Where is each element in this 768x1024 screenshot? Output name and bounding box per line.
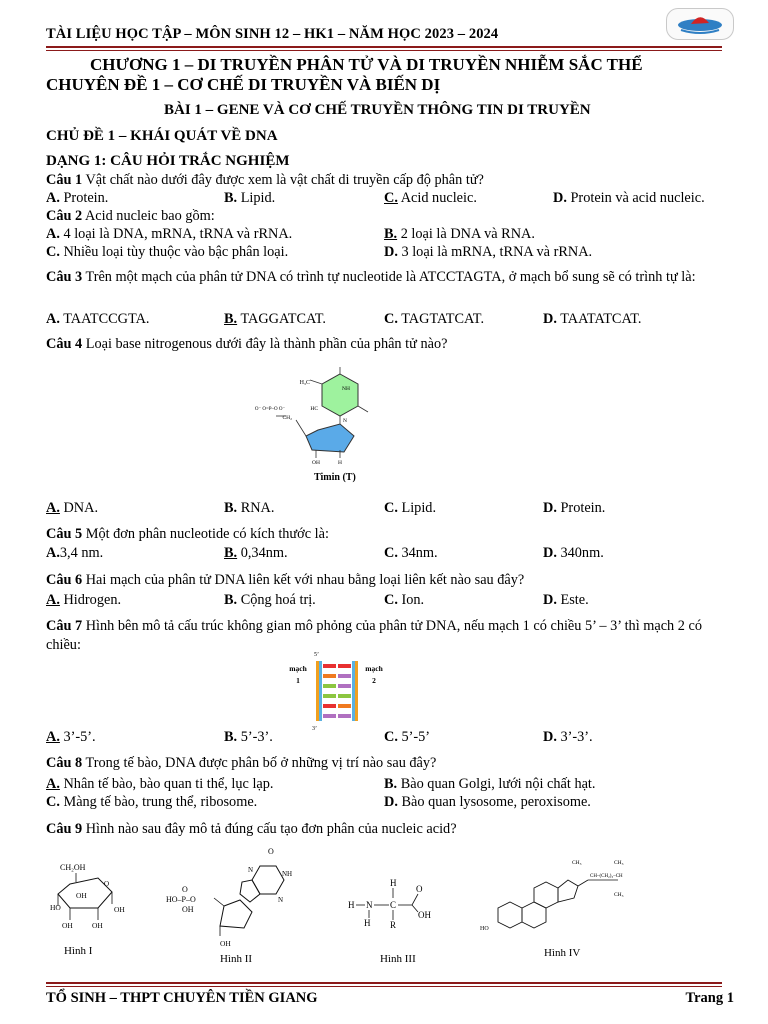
header-title: TÀI LIỆU HỌC TẬP – MÔN SINH 12 – HK1 – NĂM HỌC 2023 – 2024 (46, 26, 499, 42)
label-oh-1: OH (76, 891, 87, 900)
base-pair (323, 674, 336, 678)
label-p: O⁻ O=P–O O⁻ (254, 407, 286, 412)
page-number: Trang 1 (685, 990, 734, 1006)
q8-option-b[interactable]: B. Bào quan Golgi, lưới nội chất hạt. (384, 776, 596, 792)
strand-2-blue (352, 661, 355, 721)
q7-option-d[interactable]: D. 3’-3’. (543, 729, 593, 745)
q7-option-c[interactable]: C. 5’-5’ (384, 729, 431, 745)
q4-option-d[interactable]: D. Protein. (543, 500, 606, 516)
label-o-top: O (268, 847, 274, 856)
caption-figure-1: Hình I (64, 945, 93, 957)
label-ch2oh: CH₂OH (60, 863, 86, 872)
q3-option-a[interactable]: A. TAATCCGTA. (46, 311, 150, 327)
thymine-caption: Timin (T) (314, 472, 356, 483)
label-ho: HO (480, 926, 489, 932)
logo-icon (667, 9, 733, 39)
q1-option-a[interactable]: A. Protein. (46, 190, 109, 206)
label-n-2: N (278, 896, 284, 904)
base-pair (323, 684, 336, 688)
base-pair (323, 664, 336, 668)
base-pair (338, 694, 351, 698)
purine-ring-5 (240, 880, 260, 902)
strand-2-orange (355, 661, 358, 721)
q3-option-d[interactable]: D. TAATATCAT. (543, 311, 642, 327)
pyrimidine-ring (322, 374, 358, 416)
q3-option-b[interactable]: B. TAGGATCAT. (224, 311, 326, 327)
base-pair (338, 674, 351, 678)
label-oh-sugar: OH (220, 939, 231, 948)
label-nh: NH (282, 870, 293, 878)
label-phosphate: HO–P–O (166, 895, 196, 904)
label-oh-3: OH (62, 921, 73, 930)
topic-title: CHUYÊN ĐỀ 1 – CƠ CHẾ DI TRUYỀN VÀ BIẾN DỊ (46, 75, 441, 94)
q6-option-d[interactable]: D. Este. (543, 592, 589, 608)
question-1: Câu 1 Vật chất nào dưới đây được xem là vật chất di truyền cấp độ phân tử? (46, 172, 484, 188)
label-hc: HC (310, 406, 318, 412)
q3-option-c[interactable]: C. TAGTATCAT. (384, 311, 485, 327)
q4-option-c[interactable]: C. Lipid. (384, 500, 437, 516)
dna-bottom-label: 3’ (312, 726, 317, 732)
thymine-figure (254, 364, 402, 492)
strand-2-label: mạch (365, 664, 383, 673)
steroid-ring-a (498, 902, 522, 928)
figure-3-amino-acid (346, 872, 446, 966)
label-h: H (338, 460, 342, 466)
q1-option-d[interactable]: D. Protein và acid nucleic. (553, 190, 705, 206)
strand-1-orange (316, 661, 319, 721)
q1-option-b[interactable]: B. Lipid. (224, 190, 276, 206)
deoxyribose-ring (306, 424, 354, 452)
q6-option-c[interactable]: C. Ion. (384, 592, 425, 608)
q7-option-a[interactable]: A. 3’-5’. (46, 729, 96, 745)
label-ch3-2: CH₃ (614, 860, 624, 866)
lesson-title: BÀI 1 – GENE VÀ CƠ CHẾ TRUYỀN THÔNG TIN DI TRUYỀN (164, 102, 591, 118)
label-h-top: H (390, 878, 397, 888)
q8-option-a[interactable]: A. Nhân tế bào, bào quan ti thể, lục lạp. (46, 776, 274, 792)
question-6: Câu 6 Hai mạch của phân tử DNA liên kết với nhau bằng loại liên kết nào sau đây? (46, 572, 525, 588)
strand-2-number: 2 (372, 676, 376, 685)
label-ch3-1: CH₃ (572, 860, 582, 866)
label-h3c: H₃C (299, 380, 310, 386)
q4-option-a[interactable]: A. DNA. (46, 500, 99, 516)
label-oh-4: OH (92, 921, 103, 930)
strand-1-blue (319, 661, 322, 721)
q1-option-c[interactable]: C. Acid nucleic. (384, 190, 477, 206)
school-logo (666, 8, 734, 40)
footer-rule-thin (46, 986, 722, 987)
q6-option-b[interactable]: B. Cộng hoá trị. (224, 592, 316, 608)
label-ch2: CH₂ (282, 415, 292, 421)
label-h-left: H (348, 900, 355, 910)
label-phosphate-o: O (182, 885, 188, 894)
caption-figure-2: Hình II (220, 953, 253, 965)
base-pair (338, 704, 351, 708)
question-5: Câu 5 Một đơn phân nucleotide có kích thước là: (46, 526, 329, 542)
question-9: Câu 9 Hình nào sau đây mô tả đúng cấu tạo đơn phân của nucleic acid? (46, 821, 457, 837)
figure-2-nucleotide (164, 840, 304, 965)
label-n-1: N (248, 866, 254, 874)
base-pair (338, 714, 351, 718)
label-h-bottom: H (364, 918, 371, 928)
label-o: O (104, 880, 110, 888)
q5-option-a[interactable]: A.3,4 nm. (46, 545, 104, 561)
label-oh: OH (312, 460, 320, 466)
base-pair (338, 684, 351, 688)
figure-1-glucose (46, 848, 136, 963)
base-pair (323, 714, 336, 718)
question-7: Câu 7 Hình bên mô tả cấu trúc không gian mô phỏng của phân tử DNA, nếu mạch 1 có chiều 5’ – 3’ thì mạch 2 có chiều: (46, 618, 702, 653)
q5-option-c[interactable]: C. 34nm. (384, 545, 438, 561)
footer-school: TỔ SINH – THPT CHUYÊN TIỀN GIANG (46, 990, 318, 1006)
section-title: DẠNG 1: CÂU HỎI TRẮC NGHIỆM (46, 153, 290, 169)
label-nh: NH (342, 386, 350, 392)
q2-option-c[interactable]: C. Nhiều loại tùy thuộc vào bậc phân loại. (46, 244, 289, 260)
chapter-title: CHƯƠNG 1 – DI TRUYỀN PHÂN TỬ VÀ DI TRUYỀN NHIỄM SẮC THỂ (90, 55, 643, 74)
q8-option-c[interactable]: C. Màng tế bào, trung thể, ribosome. (46, 794, 258, 810)
q8-option-d[interactable]: D. Bào quan lysosome, peroxisome. (384, 794, 591, 810)
header-rule-thin (46, 50, 722, 51)
label-phosphate-oh: OH (182, 905, 194, 914)
steroid-ring-d (558, 880, 578, 902)
q2-option-a[interactable]: A. 4 loại là DNA, mRNA, tRNA và rRNA. (46, 226, 293, 242)
caption-figure-4: Hình IV (544, 947, 581, 959)
label-n: N (343, 418, 347, 424)
base-pair (338, 664, 351, 668)
question-2: Câu 2 Acid nucleic bao gồm: (46, 208, 215, 224)
base-pair (323, 704, 336, 708)
q2-option-d[interactable]: D. 3 loại là mRNA, tRNA và rRNA. (384, 244, 593, 260)
q4-option-b[interactable]: B. RNA. (224, 500, 275, 516)
dna-figure (282, 649, 392, 731)
q2-option-b[interactable]: B. 2 loại là DNA và RNA. (384, 226, 535, 242)
label-side-chain: CH–(CH₂)₃–CH (590, 874, 623, 879)
question-8: Câu 8 Trong tế bào, DNA được phân bố ở những vị trí nào sau đây? (46, 755, 437, 771)
label-r: R (390, 920, 397, 930)
header-rule (46, 46, 722, 48)
label-ho: HO (50, 903, 61, 912)
dna-top-label: 5’ (314, 652, 319, 658)
label-oh-2: OH (114, 905, 125, 914)
caption-figure-3: Hình III (380, 953, 416, 965)
label-o: O (416, 884, 423, 894)
footer-rule (46, 982, 722, 984)
base-pair (323, 694, 336, 698)
q6-option-a[interactable]: A. Hidrogen. (46, 592, 122, 608)
question-3: Câu 3 Trên một mạch của phân tử DNA có trình tự nucleotide là ATCCTAGTA, ở mạch bổ sung sẽ có trình tự là: (46, 269, 696, 285)
question-4: Câu 4 Loại base nitrogenous dưới đây là thành phần của phân tử nào? (46, 336, 448, 352)
figure-4-cholesterol (478, 850, 638, 962)
q5-option-b[interactable]: B. 0,34nm. (224, 545, 288, 561)
q7-option-b[interactable]: B. 5’-3’. (224, 729, 273, 745)
sugar-ring (220, 900, 252, 928)
subtopic-title: CHỦ ĐỀ 1 – KHÁI QUÁT VỀ DNA (46, 128, 278, 144)
label-c: C (390, 900, 397, 910)
label-n: N (366, 900, 373, 910)
q5-option-d[interactable]: D. 340nm. (543, 545, 604, 561)
strand-1-number: 1 (296, 676, 300, 685)
steroid-ring-c (534, 882, 558, 908)
label-oh: OH (418, 910, 431, 920)
strand-1-label: mạch (289, 664, 307, 673)
purine-ring-6 (252, 866, 284, 894)
label-ch3-3: CH₃ (614, 892, 624, 898)
